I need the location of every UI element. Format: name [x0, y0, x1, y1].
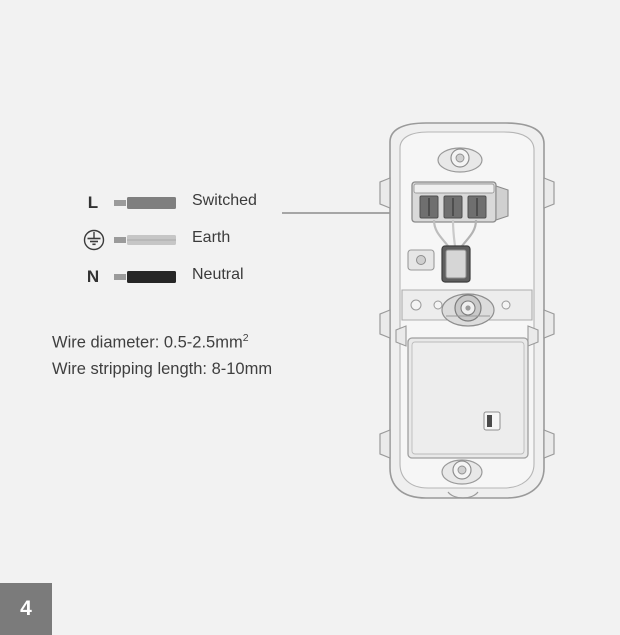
- mount-tab-right-bottom: [544, 430, 554, 458]
- top-screw-head: [456, 154, 464, 162]
- mid-plate-hole-3: [502, 301, 510, 309]
- bottom-screw-head: [458, 466, 466, 474]
- mid-plate-hole-1: [411, 300, 421, 310]
- step-number-badge: 4: [0, 583, 52, 635]
- note-wire-diameter: [52, 325, 272, 356]
- mount-tab-right-top: [544, 178, 554, 208]
- mid-plate-hole-2: [434, 301, 442, 309]
- wire-swatch-earth: [114, 233, 176, 247]
- letter-l-icon: L: [87, 193, 99, 212]
- note-wire-diameter-sup: 2: [242, 332, 249, 344]
- cover-latch-icon: [487, 415, 492, 427]
- device-back-plate-illustration: [330, 120, 590, 520]
- legend-row-neutral: [80, 264, 330, 301]
- mount-tab-left-mid: [380, 310, 390, 338]
- wire-swatch-neutral: [114, 270, 176, 284]
- lower-tab-right: [528, 326, 538, 346]
- side-bracket-hole: [417, 256, 426, 265]
- cable-gland-center: [465, 305, 470, 310]
- legend-label-switched: Switched: [192, 192, 257, 209]
- earth-ground-icon: [80, 227, 106, 253]
- legend-label-neutral: Neutral: [192, 266, 244, 283]
- terminal-block-top-edge: [414, 184, 494, 193]
- mount-tab-right-mid: [544, 310, 554, 338]
- battery-cover-inner: [412, 342, 524, 454]
- lower-tab-left: [396, 326, 406, 346]
- mount-tab-left-top: [380, 178, 390, 208]
- terminal-housing-flange: [496, 186, 508, 220]
- wire-connector-insert: [446, 250, 466, 278]
- wire-swatch-switched: [114, 196, 176, 210]
- letter-n-icon: N: [86, 267, 100, 286]
- legend-label-earth: Earth: [192, 229, 231, 246]
- wire-spec-notes: [52, 325, 272, 382]
- note-stripping-length-text: Wire stripping length: 8-10mm: [52, 359, 273, 378]
- note-wire-diameter-text: Wire diameter: 0.5-2.5mm: [52, 333, 243, 352]
- note-stripping-length: [52, 356, 272, 382]
- mount-tab-left-bottom: [380, 430, 390, 458]
